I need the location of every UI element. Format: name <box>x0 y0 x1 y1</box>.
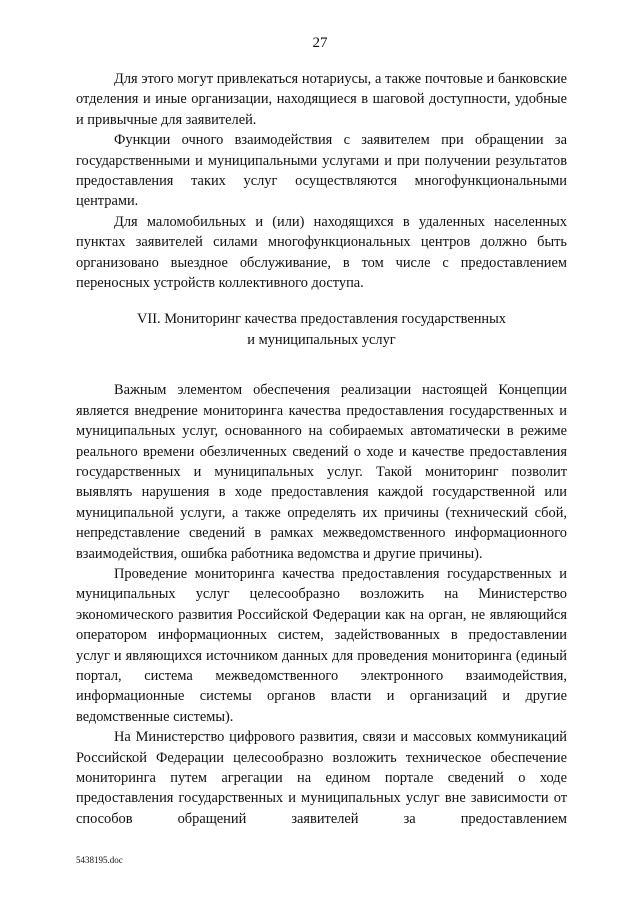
paragraph-last-continued: На Министерство цифрового развития, связи и массовых коммуникаций Российской Федерации целесообразно возложить техническое обеспечение мониторинга путем агрегации на едином портале сведений о ходе предоставления государственных и муниципальных услуг вне зависимости от способов обращений заявителей за предоставлением <box>76 729 567 827</box>
file-name-footer: 5438195.doc <box>76 855 123 865</box>
paragraph: Для этого могут привлекаться нотариусы, а также почтовые и банковские отделения и иные организации, находящиеся в шаговой доступности, удобные и привычные для заявителей. <box>76 71 567 128</box>
document-body <box>76 69 567 829</box>
section-heading <box>76 309 567 350</box>
paragraph: Функции очного взаимодействия с заявителем при обращении за государственными и муниципальными услугами и при получении результатов предоставления таких услуг осуществляются многофункциональными центрами. <box>76 132 567 210</box>
section-heading-line-1: VII. Мониторинг качества предоставления государственных <box>137 311 506 328</box>
paragraph: Проведение мониторинга качества предоставления государственных и муниципальных услуг целесообразно возложить на Министерство экономического развития Российской Федерации как на орган, не являющийся оператором информационных систем, задействованных в предоставлении услуг и являющихся источником данных для проведения мониторинга (единый портал, система межведомственного электронного взаимодействия, информационные системы органов власти и организаций и другие ведомственные системы). <box>76 565 567 725</box>
paragraph: Для маломобильных и (или) находящихся в удаленных населенных пунктах заявителей силами многофункциональных центров должно быть организовано выездное обслуживание, в том числе с предоставлением переносных устройств коллективного доступа. <box>76 213 567 292</box>
paragraph: Важным элементом обеспечения реализации настоящей Концепции является внедрение мониторинга качества предоставления государственных и муниципальных услуг, основанного на собираемых автоматически в режиме реального времени обезличенных сведений о ходе и качестве предоставления государственных и муниципальных услуг. Такой мониторинг позволит выявлять нарушения в ходе предоставления каждой государственной или муниципальной услуги, а также определять их причины (технический сбой, непредставление сведений в рамках межведомственного информационного взаимодействия, ошибка работника ведомства и другие причины). <box>76 382 567 562</box>
section-heading-line-2: и муниципальных услуг <box>247 331 396 348</box>
page-number: 27 <box>312 35 328 51</box>
